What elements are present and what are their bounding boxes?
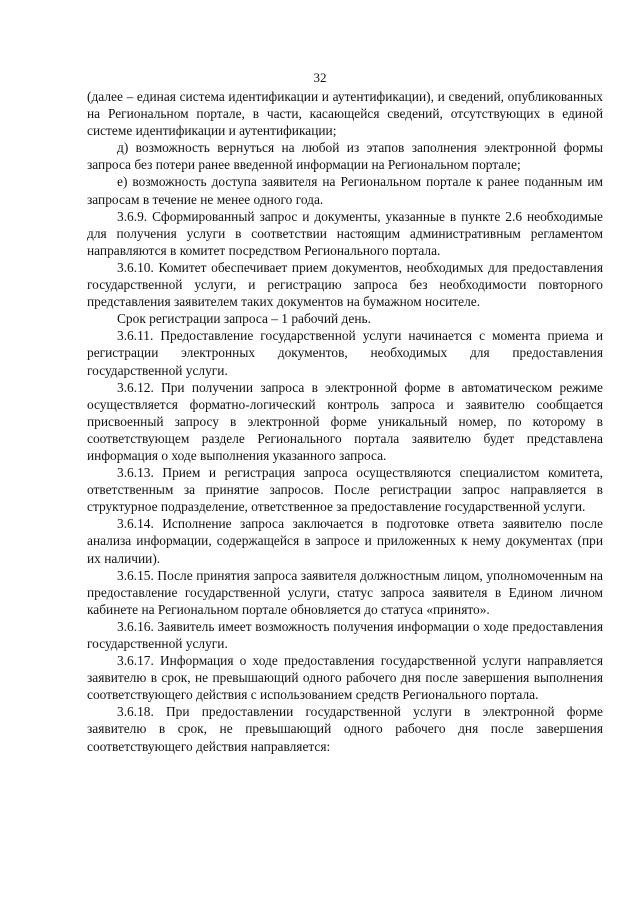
page-number: 32 [313, 70, 327, 85]
paragraph-continuation: (далее – единая система идентификации и аутентификации), и сведений, опубликованных на Региональном портале, в части, касающейся сведений, отсутствующих в единой системе идентификации и аутентификации; [87, 89, 603, 139]
paragraph-3-6-13: 3.6.13. Прием и регистрация запроса осуществляются специалистом комитета, ответственным за принятие запросов. После регистрации запрос направляется в структурное подразделение, ответственное за предоставление государственной услуги. [87, 465, 603, 515]
paragraph-item-e: е) возможность доступа заявителя на Региональном портале к ранее поданным им запросам в течение не менее одного года. [87, 174, 603, 207]
paragraph-3-6-10: 3.6.10. Комитет обеспечивает прием документов, необходимых для предоставления государственной услуги, и регистрацию запроса без необходимости повторного представления заявителем таких документов на бумажном носителе. [87, 259, 603, 310]
paragraph-3-6-18: 3.6.18. При предоставлении государственной услуги в электронной форме заявителю в срок, не превышающий одного рабочего дня после завершения соответствующего действия направляется: [87, 704, 603, 754]
paragraph-3-6-12: 3.6.12. При получении запроса в электронной форме в автоматическом режиме осуществляется форматно-логический контроль запроса и заявителю сообщается присвоенный запросу в электронной форме уникальный номер, по которому в соответствующем разделе Регионального портала заявителю будет представлена информация о ходе выполнения указанного запроса. [87, 379, 603, 463]
paragraph-3-6-17: 3.6.17. Информация о ходе предоставления государственной услуги направляется заявителю в срок, не превышающий одного рабочего дня после завершения выполнения соответствующего действия с использованием средств Регионального портала. [87, 653, 603, 703]
paragraph-registration-term: Срок регистрации запроса – 1 рабочий день. [117, 311, 371, 327]
paragraph-3-6-15: 3.6.15. После принятия запроса заявителя должностным лицом, уполномоченным на предоставление государственной услуги, статус запроса заявителя в Едином личном кабинете на Региональном портале обновляется до статуса «принято». [87, 567, 603, 617]
paragraph-3-6-14: 3.6.14. Исполнение запроса заключается в подготовке ответа заявителю после анализа информации, содержащейся в запросе и приложенных к нему документах (при их наличии). [87, 516, 603, 566]
paragraph-3-6-11: 3.6.11. Предоставление государственной услуги начинается с момента приема и регистрации электронных документов, необходимых для предоставления государственной услуги. [87, 328, 603, 378]
paragraph-item-d: д) возможность вернуться на любой из этапов заполнения электронной формы запроса без потери ранее введенной информации на Региональном портале; [87, 140, 603, 173]
paragraph-3-6-9: 3.6.9. Сформированный запрос и документы, указанные в пункте 2.6 необходимые для получения услуги в соответствии настоящим административным регламентом направляются в комитет посредством Регионального портала. [87, 208, 603, 258]
document-body [87, 88, 603, 755]
paragraph-3-6-16: 3.6.16. Заявитель имеет возможность получения информации о ходе предоставления государственной услуги. [87, 618, 603, 651]
